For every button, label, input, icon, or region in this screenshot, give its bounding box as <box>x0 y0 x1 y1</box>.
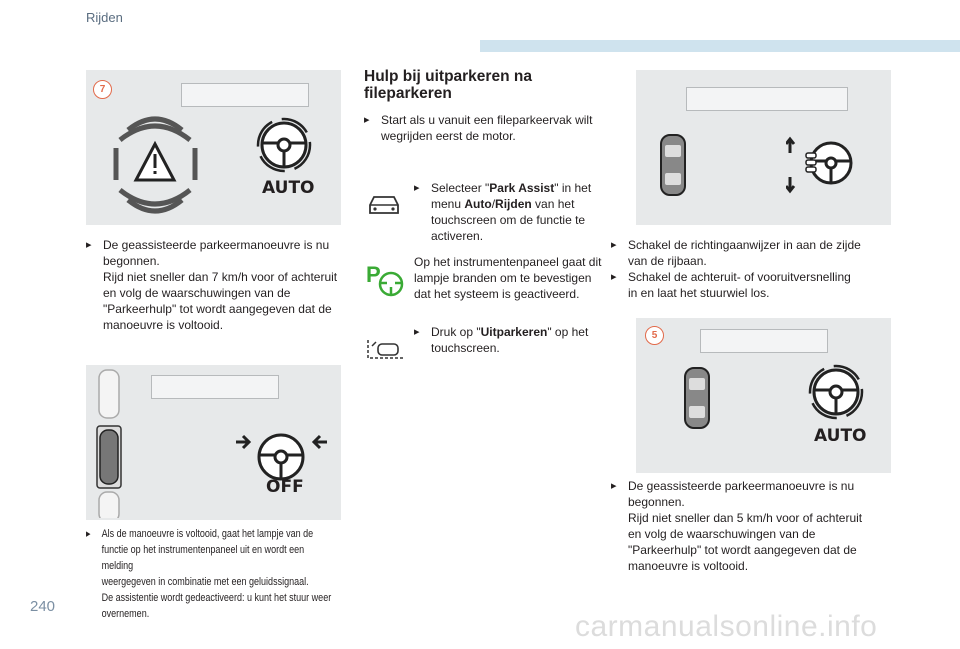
step-number-badge: 7 <box>93 80 112 99</box>
text-line: De assistentie wordt gedeactiveerd: u kunt het stuur weer <box>101 592 332 604</box>
step-start-engine <box>364 112 614 146</box>
figure-park-assist-off <box>86 365 341 520</box>
text-line: De geassisteerde parkeermanoeuvre is nu <box>103 238 330 252</box>
bullet-icon: ▸ <box>611 239 617 251</box>
text-line: in en laat het stuurwiel los. <box>628 286 770 300</box>
text-line: lampje branden om te bevestigen <box>414 271 592 285</box>
step-number-badge: 5 <box>645 326 664 345</box>
step-press-uitparkeren <box>414 324 614 358</box>
text-line: overnemen. <box>101 608 150 620</box>
section-title: Rijden <box>86 10 123 25</box>
screen-placeholder <box>686 87 848 111</box>
screen-placeholder <box>700 329 828 353</box>
text-line: Rijd niet sneller dan 5 km/h voor of achteruit <box>628 511 863 525</box>
text-line: activeren. <box>431 229 484 243</box>
car-menu-icon <box>366 193 402 217</box>
instruction-started-5kmh <box>611 478 901 578</box>
text-line: Druk op "Uitparkeren" op het <box>431 325 589 339</box>
text-line: De geassisteerde parkeermanoeuvre is nu <box>628 479 855 493</box>
instruction-started-7kmh <box>86 237 346 337</box>
text-line: weergegeven in combinatie met een geluidssignaal. <box>101 576 309 588</box>
steering-wheel-auto-icon <box>806 362 866 422</box>
parked-car-icon <box>680 366 714 431</box>
text-line: wegrijden eerst de motor. <box>381 129 516 143</box>
bullet-icon: ▸ <box>86 239 92 251</box>
bullet-icon: ▸ <box>414 182 420 194</box>
bullet-icon: ▸ <box>364 114 370 126</box>
text-line: begonnen. <box>628 495 685 509</box>
text-line: manoeuvre is voltooid. <box>628 559 749 573</box>
step-indicator-lamp <box>414 254 614 304</box>
text-line: en volg de waarschuwingen van de <box>103 286 291 300</box>
section-heading <box>364 68 532 102</box>
header-accent-bar <box>480 40 960 52</box>
heading-line: fileparkeren <box>364 85 452 102</box>
screen-placeholder <box>151 375 279 399</box>
bullet-icon: ▸ <box>414 326 420 338</box>
auto-label: AUTO <box>262 178 315 198</box>
page-number: 240 <box>30 598 56 615</box>
text-line: "Parkeerhulp" tot wordt aangegeven dat de <box>103 302 332 316</box>
bullet-icon: ▸ <box>611 480 617 492</box>
watermark: carmanualsonline.info <box>575 610 878 643</box>
screen-placeholder <box>181 83 309 107</box>
text-line: manoeuvre is voltooid. <box>103 318 224 332</box>
text-line: en volg de waarschuwingen van de <box>628 527 816 541</box>
text-line: dat het systeem is geactiveerd. <box>414 287 580 301</box>
parked-car-icon <box>656 133 690 198</box>
note-completion <box>86 526 386 620</box>
text-line: begonnen. <box>103 254 160 268</box>
car-sensors-warning-icon <box>108 110 203 220</box>
figure-park-assist-active-5 <box>636 318 891 473</box>
step-select-park-assist <box>414 180 614 244</box>
bullet-icon: ▸ <box>86 528 91 540</box>
steering-wheel-release-icon <box>786 135 866 195</box>
text-line: Schakel de achteruit- of vooruitversnelling <box>628 270 851 284</box>
text-line: touchscreen. <box>431 341 500 355</box>
text-line: Rijd niet sneller dan 7 km/h voor of achteruit <box>103 270 338 284</box>
text-line: menu Auto/Rijden van het <box>431 197 575 211</box>
steering-wheel-auto-icon <box>254 115 314 175</box>
parked-cars-icon <box>91 368 127 518</box>
figure-park-assist-active <box>86 70 341 225</box>
text-line: touchscreen om de functie te <box>431 213 586 227</box>
bullet-icon: ▸ <box>611 271 617 283</box>
figure-indicator-wheel <box>636 70 891 225</box>
text-line: Start als u vanuit een fileparkeervak wilt <box>381 113 593 127</box>
auto-label: AUTO <box>814 426 867 446</box>
text-line: Selecteer "Park Assist" in het <box>431 181 592 195</box>
text-line: "Parkeerhulp" tot wordt aangegeven dat de <box>628 543 857 557</box>
off-label: OFF <box>266 477 304 497</box>
text-line: van de rijbaan. <box>628 254 707 268</box>
park-assist-indicator-icon <box>366 262 406 298</box>
parking-exit-icon <box>366 336 406 362</box>
text-line: functie op het instrumentenpaneel uit en wordt een melding <box>101 544 305 572</box>
text-line: Schakel de richtingaanwijzer in aan de zijde <box>628 238 861 252</box>
text-line: Op het instrumentenpaneel gaat dit <box>414 255 602 269</box>
instruction-indicator <box>611 237 901 303</box>
text-line: Als de manoeuvre is voltooid, gaat het lampje van de <box>101 528 314 540</box>
heading-line: Hulp bij uitparkeren na <box>364 68 532 85</box>
svg-text:P: P <box>366 262 381 287</box>
